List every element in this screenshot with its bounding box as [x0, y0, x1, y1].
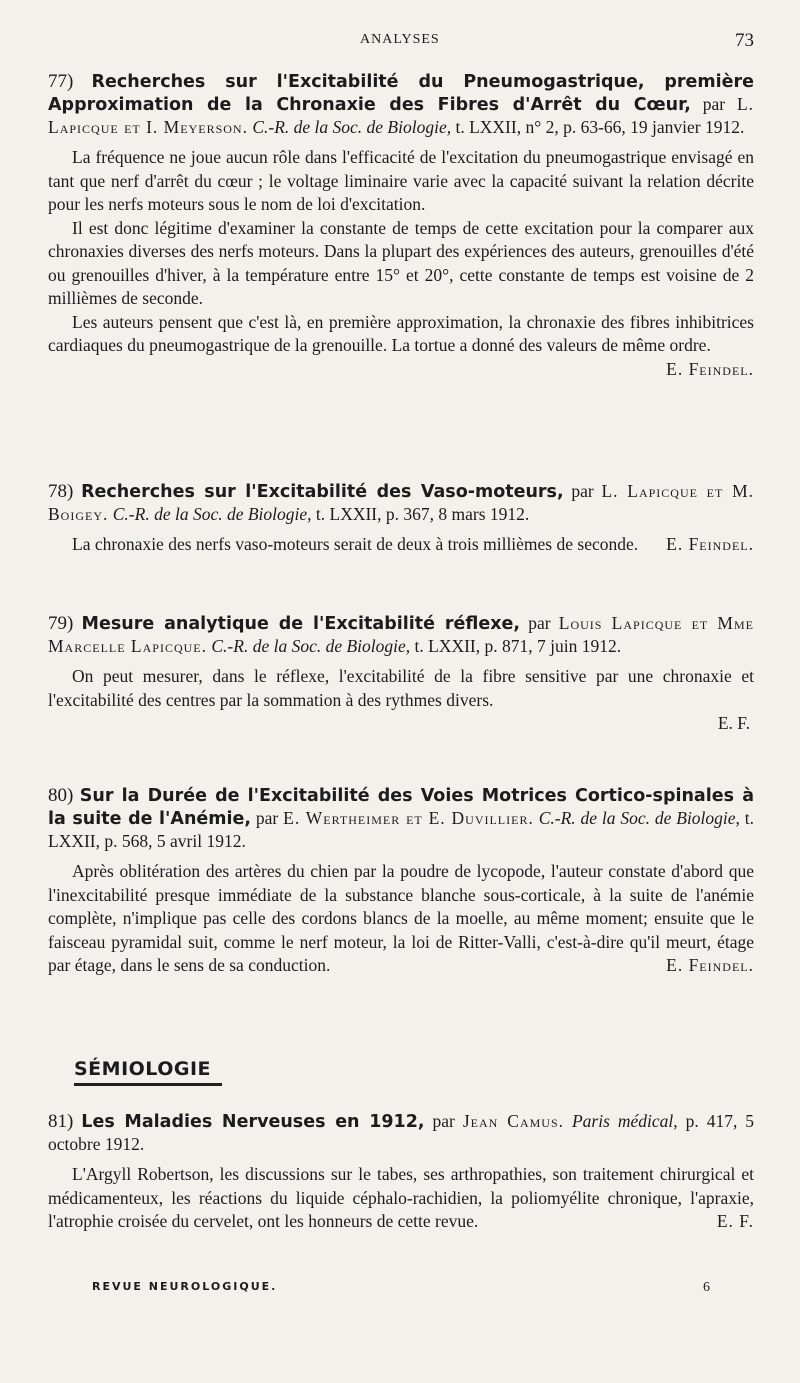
entry-source: C.-R. de la Soc. de Biologie,: [112, 504, 312, 524]
entry-source: C.-R. de la Soc. de Biologie,: [538, 808, 740, 828]
section-underline: [74, 1083, 222, 1086]
entry-title: Recherches sur l'Excitabilité des Vaso-moteurs,: [81, 482, 564, 502]
paragraph: L'Argyll Robertson, les discussions sur le tabes, ses arthropathies, son traitement chirurgical et médicamenteux, les réactions du liquide céphalo-rachidien, la poliomyélite chronique, l'apraxie, l'atrophie croisée du cervelet, ont les honneurs de cette revue. E. F.: [48, 1163, 754, 1234]
entry-heading: 78) Recherches sur l'Excitabilité des Vaso-moteurs, par L. Lapicque et M. Boigey. C.-R. de la Soc. de Biologie, t. LXXII, p. 367, 8 mars 1912.: [48, 481, 755, 524]
entry-authors: E. Wertheimer et E. Duvillier.: [283, 808, 534, 828]
entry-reference: t. LXXII, p. 871, 7 juin 1912.: [414, 636, 622, 656]
signature: E. F.: [716, 1211, 754, 1231]
signature: E. Feindel.: [666, 955, 754, 975]
paragraph: La fréquence ne joue aucun rôle dans l'efficacité de l'excitation du pneumogastrique envisagé en tant que nerf d'arrêt du cœur ; le voltage liminaire varie avec la capacité suivant la relation décrite pour les nerfs moteurs sous le nom de loi d'excitation.: [48, 147, 754, 214]
entry-authors: L. Lapicque et M. Boigey.: [48, 481, 755, 524]
entry-body: [48, 146, 754, 379]
entry-source: C.-R. de la Soc. de Biologie,: [252, 117, 452, 137]
paragraph: Il est donc légitime d'examiner la constante de temps de cette excitation pour la comparer aux chronaxies diverses des nerfs moteurs. Dans la plupart des expériences des auteurs, grenouilles d'été ou grenouilles d'hiver, à la température entre 15° et 20°, cette constante de temps est voisine de 2 millièmes de seconde.: [48, 217, 754, 308]
entry-body: [48, 665, 754, 736]
abstract-entry-79: [48, 612, 754, 736]
entry-source: C.-R. de la Soc. de Biologie,: [211, 636, 411, 656]
abstract-entry-81: [48, 1110, 754, 1234]
page-footer: [92, 1280, 712, 1293]
entry-reference: t. LXXII, p. 367, 8 mars 1912.: [315, 504, 530, 524]
page-number: 73: [735, 30, 754, 51]
signature: E. Feindel.: [666, 358, 754, 379]
sheet-number: 6: [703, 1280, 712, 1295]
abstract-entry-77: [48, 70, 754, 381]
running-title: ANALYSES: [360, 32, 440, 47]
entry-body: [48, 533, 754, 557]
section-title: SÉMIOLOGIE: [74, 1058, 212, 1080]
entry-reference: p. 417, 5 octobre 1912.: [48, 1111, 755, 1154]
paragraph: On peut mesurer, dans le réflexe, l'excitabilité de la fibre sensitive par une chronaxie et l'excitabilité des centres par la sommation à des rythmes divers.: [48, 666, 754, 710]
entry-authors: Jean Camus.: [462, 1111, 565, 1131]
entry-reference: t. LXXII, p. 568, 5 avril 1912.: [48, 808, 755, 851]
signature: E. Feindel.: [666, 534, 754, 554]
entry-title: Mesure analytique de l'Excitabilité réflexe,: [81, 614, 521, 634]
abstract-entry-80: [48, 784, 754, 978]
signature: E. F.: [717, 713, 750, 733]
entry-body: [48, 860, 754, 978]
entry-heading: 77) Recherches sur l'Excitabilité du Pneumogastrique, première Approximation de la Chronaxie des Fibres d'Arrêt du Cœur, par L. Lapicque et I. Meyerson. C.-R. de la Soc. de Biologie, t. LXXII, n° 2, p. 63-66, 19 janvier 1912.: [48, 71, 755, 137]
entry-heading: 80) Sur la Durée de l'Excitabilité des Voies Motrices Cortico-spinales à la suite de l'Anémie, par E. Wertheimer et E. Duvillier. C.-R. de la Soc. de Biologie, t. LXXII, p. 568, 5 avril 1912.: [48, 785, 755, 851]
entry-body: [48, 1163, 754, 1234]
entry-title: Les Maladies Nerveuses en 1912,: [81, 1112, 425, 1132]
entry-authors: Louis Lapicque et Mme Marcelle Lapicque.: [48, 613, 754, 656]
entry-source: Paris médical,: [571, 1111, 678, 1131]
entry-title: Sur la Durée de l'Excitabilité des Voies Motrices Cortico-spinales à la suite de l'Anémie,: [48, 786, 755, 829]
paragraph: La chronaxie des nerfs vaso-moteurs serait de deux à trois millièmes de seconde. E. Feindel.: [48, 533, 754, 557]
entry-authors: L. Lapicque et I. Meyerson.: [48, 94, 755, 137]
paragraph: Après oblitération des artères du chien par la poudre de lycopode, l'auteur constate d'abord que l'inexcitabilité presque immédiate de la substance blanche sous-corticale, à la suite de l'anémie complète, n'implique pas celle des cordons blancs de la moelle, au même moment; ensuite que le faisceau pyramidal suit, comme le nerf moteur, la loi de Ritter-Valli, c'est-à-dire qu'il meurt, étage par étage, dans le sens de sa conduction. E. Feindel.: [48, 860, 754, 978]
journal-name: REVUE NEUROLOGIQUE.: [92, 1280, 278, 1293]
entry-heading: 81) Les Maladies Nerveuses en 1912, par Jean Camus. Paris médical, p. 417, 5 octobre 1912.: [48, 1111, 755, 1154]
entry-reference: t. LXXII, n° 2, p. 63-66, 19 janvier 1912.: [455, 117, 745, 137]
entry-title: Recherches sur l'Excitabilité du Pneumogastrique, première Approximation de la Chronaxie des Fibres d'Arrêt du Cœur,: [48, 72, 755, 115]
entry-heading: 79) Mesure analytique de l'Excitabilité réflexe, par Louis Lapicque et Mme Marcelle Lapicque. C.-R. de la Soc. de Biologie, t. LXXII, p. 871, 7 juin 1912.: [48, 613, 754, 656]
paragraph: Les auteurs pensent que c'est là, en première approximation, la chronaxie des fibres inhibitrices cardiaques du pneumogastrique de la grenouille. La tortue a donné des valeurs de même ordre. E. Feindel.: [48, 311, 754, 358]
abstract-entry-78: [48, 480, 754, 557]
